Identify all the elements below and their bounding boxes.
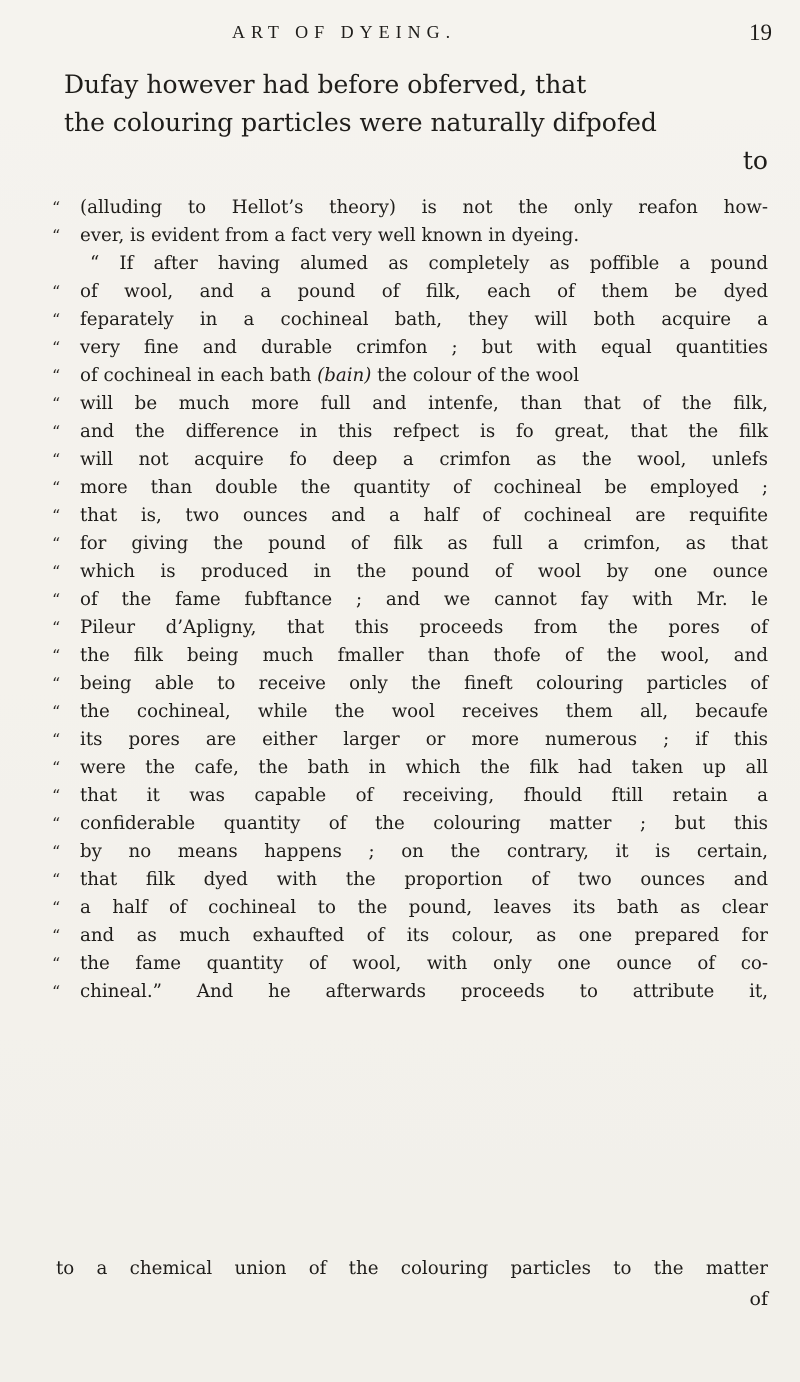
quotation-mark: “ (52, 590, 61, 609)
quotation-block (52, 194, 768, 1006)
quotation-line (52, 334, 768, 362)
quotation-text: and as much exhaufted of its colour, as one prepared for (80, 925, 768, 946)
quotation-text: and the difference in this refpect is fo great, that the filk (80, 421, 768, 442)
quotation-mark: “ (52, 758, 61, 777)
quotation-text: Pileur d’Apligny, that this proceeds from the pores of (80, 617, 768, 638)
quotation-text-part: of cochineal in each bath (80, 365, 312, 386)
quotation-line (52, 250, 768, 278)
quotation-mark: “ (52, 450, 61, 469)
running-title: ART OF DYEING. (232, 22, 457, 42)
quotation-mark: “ (52, 310, 61, 329)
page-number: 19 (749, 20, 772, 45)
quotation-line (52, 726, 768, 754)
quotation-text: the fame quantity of wool, with only one ounce of co- (80, 953, 768, 974)
quotation-text: (alluding to Hellot’s theory) is not the only reafon how- (80, 197, 768, 218)
quotation-line (52, 810, 768, 838)
quotation-text: being able to receive only the fineft colouring particles of (80, 673, 768, 694)
quotation-mark: “ (52, 562, 61, 581)
main-text-line-3: to (742, 146, 768, 175)
running-head (0, 22, 800, 56)
quotation-line (52, 418, 768, 446)
quotation-text: by no means happens ; on the contrary, it is certain, (80, 841, 768, 862)
main-text-line-2: the colouring particles were naturally difpofed (64, 108, 657, 137)
quotation-text: chineal.” And he afterwards proceeds to attribute it, (80, 981, 768, 1002)
quotation-line (52, 558, 768, 586)
quotation-line (52, 446, 768, 474)
quotation-text: of wool, and a pound of filk, each of them be dyed (80, 281, 768, 302)
quotation-line (52, 502, 768, 530)
quotation-line (52, 978, 768, 1006)
quotation-line (52, 194, 768, 222)
quotation-line (52, 670, 768, 698)
quotation-mark: “ (52, 394, 61, 413)
quotation-line (52, 866, 768, 894)
catchword: of (749, 1288, 768, 1310)
quotation-line (52, 922, 768, 950)
quotation-text: will not acquire fo deep a crimfon as the wool, unlefs (80, 449, 768, 470)
closing-text-line: to a chemical union of the colouring particles to the matter (56, 1258, 768, 1279)
quotation-text: of the fame fubftance ; and we cannot fay with Mr. le (80, 589, 768, 610)
quotation-text: the cochineal, while the wool receives them all, becaufe (80, 701, 768, 722)
quotation-text-part: the colour of the wool (377, 365, 580, 386)
quotation-mark: “ (52, 198, 61, 217)
quotation-mark: “ (52, 366, 61, 385)
quotation-line (52, 222, 768, 250)
quotation-text: ever, is evident from a fact very well known in dyeing. (80, 225, 580, 246)
quotation-line (52, 782, 768, 810)
quotation-line (52, 642, 768, 670)
quotation-mark: “ (52, 870, 61, 889)
quotation-line (52, 614, 768, 642)
quotation-line (52, 530, 768, 558)
quotation-line (52, 586, 768, 614)
quotation-line (52, 390, 768, 418)
quotation-mark: “ (52, 842, 61, 861)
quotation-mark: “ (52, 982, 61, 1001)
quotation-mark: “ (52, 954, 61, 973)
quotation-mark: “ (52, 814, 61, 833)
quotation-text: which is produced in the pound of wool by one ounce (80, 561, 768, 582)
quotation-mark: “ (52, 226, 61, 245)
quotation-text: more than double the quantity of cochineal be employed ; (80, 477, 768, 498)
quotation-italic-term: (bain) (317, 365, 372, 386)
quotation-mark: “ (52, 534, 61, 553)
quotation-mark: “ (52, 422, 61, 441)
quotation-mark: “ (52, 282, 61, 301)
quotation-text: will be much more full and intenfe, than that of the filk, (80, 393, 768, 414)
quotation-text: that it was capable of receiving, fhould ftill retain a (80, 785, 768, 806)
quotation-text: were the cafe, the bath in which the filk had taken up all (80, 757, 768, 778)
quotation-line (52, 754, 768, 782)
quotation-line (52, 838, 768, 866)
quotation-line (52, 362, 768, 390)
quotation-text: its pores are either larger or more numerous ; if this (80, 729, 768, 750)
quotation-line (52, 698, 768, 726)
quotation-mark: “ (52, 646, 61, 665)
quotation-mark: “ (52, 702, 61, 721)
quotation-text: feparately in a cochineal bath, they will both acquire a (80, 309, 768, 330)
quotation-line (52, 894, 768, 922)
quotation-mark: “ (52, 786, 61, 805)
quotation-line (52, 306, 768, 334)
quotation-mark: “ (52, 338, 61, 357)
quotation-text: for giving the pound of filk as full a crimfon, as that (80, 533, 768, 554)
quotation-text (80, 362, 768, 390)
quotation-line (52, 474, 768, 502)
quotation-mark: “ (52, 478, 61, 497)
quotation-text: very fine and durable crimfon ; but with equal quantities (80, 337, 768, 358)
quotation-line (52, 950, 768, 978)
main-text-line-1: Dufay however had before obferved, that (64, 70, 587, 99)
quotation-text: that is, two ounces and a half of cochineal are requifite (80, 505, 768, 526)
quotation-mark: “ (52, 674, 61, 693)
quotation-text: that filk dyed with the proportion of two ounces and (80, 869, 768, 890)
quotation-mark: “ (52, 898, 61, 917)
quotation-mark: “ (52, 926, 61, 945)
quotation-mark: “ (52, 730, 61, 749)
quotation-mark: “ (52, 618, 61, 637)
quotation-text: “ If after having alumed as completely as poffible a pound (90, 253, 768, 274)
main-text (64, 66, 768, 180)
quotation-mark: “ (52, 506, 61, 525)
quotation-text: a half of cochineal to the pound, leaves its bath as clear (80, 897, 768, 918)
quotation-text: confiderable quantity of the colouring matter ; but this (80, 813, 768, 834)
quotation-text: the filk being much fmaller than thofe of the wool, and (80, 645, 768, 666)
quotation-line (52, 278, 768, 306)
